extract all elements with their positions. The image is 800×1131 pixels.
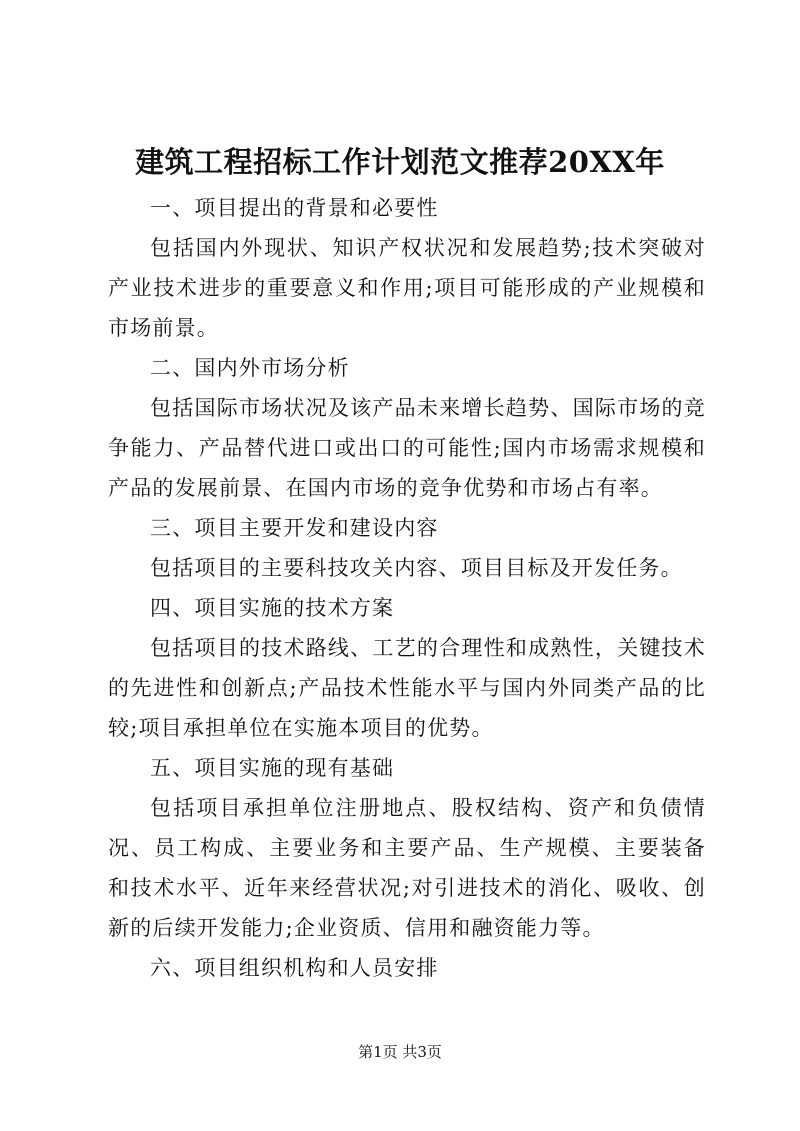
section-heading: 五、项目实施的现有基础	[150, 756, 395, 780]
body-paragraph: 包括项目的主要科技攻关内容、项目目标及开发任务。	[150, 556, 683, 580]
body-paragraph: 包括项目的技术路线、工艺的合理性和成熟性，关键技术的先进性和创新点;产品技术性能水平与国内外同类产品的比较;项目承担单位在实施本项目的优势。	[108, 636, 706, 740]
section-heading: 二、国内外市场分析	[150, 356, 350, 380]
section-heading: 四、项目实施的技术方案	[150, 596, 395, 620]
section-heading: 一、项目提出的背景和必要性	[150, 196, 439, 220]
document-body	[108, 188, 706, 988]
body-paragraph: 包括国际市场状况及该产品未来增长趋势、国际市场的竞争能力、产品替代进口或出口的可能性;国内市场需求规模和产品的发展前景、在国内市场的竞争优势和市场占有率。	[108, 396, 706, 500]
section-heading: 三、项目主要开发和建设内容	[150, 516, 439, 540]
body-paragraph: 包括国内外现状、知识产权状况和发展趋势;技术突破对产业技术进步的重要意义和作用;项目可能形成的产业规模和市场前景。	[108, 236, 706, 340]
body-paragraph: 包括项目承担单位注册地点、股权结构、资产和负债情况、员工构成、主要业务和主要产品、生产规模、主要装备和技术水平、近年来经营状况;对引进技术的消化、吸收、创新的后续开发能力;企业资质、信用和融资能力等。	[108, 796, 706, 940]
page-number-footer: 第1页 共3页	[358, 1043, 442, 1061]
section-heading: 六、项目组织机构和人员安排	[150, 956, 439, 980]
document-title: 建筑工程招标工作计划范文推荐20XX年	[135, 145, 665, 179]
